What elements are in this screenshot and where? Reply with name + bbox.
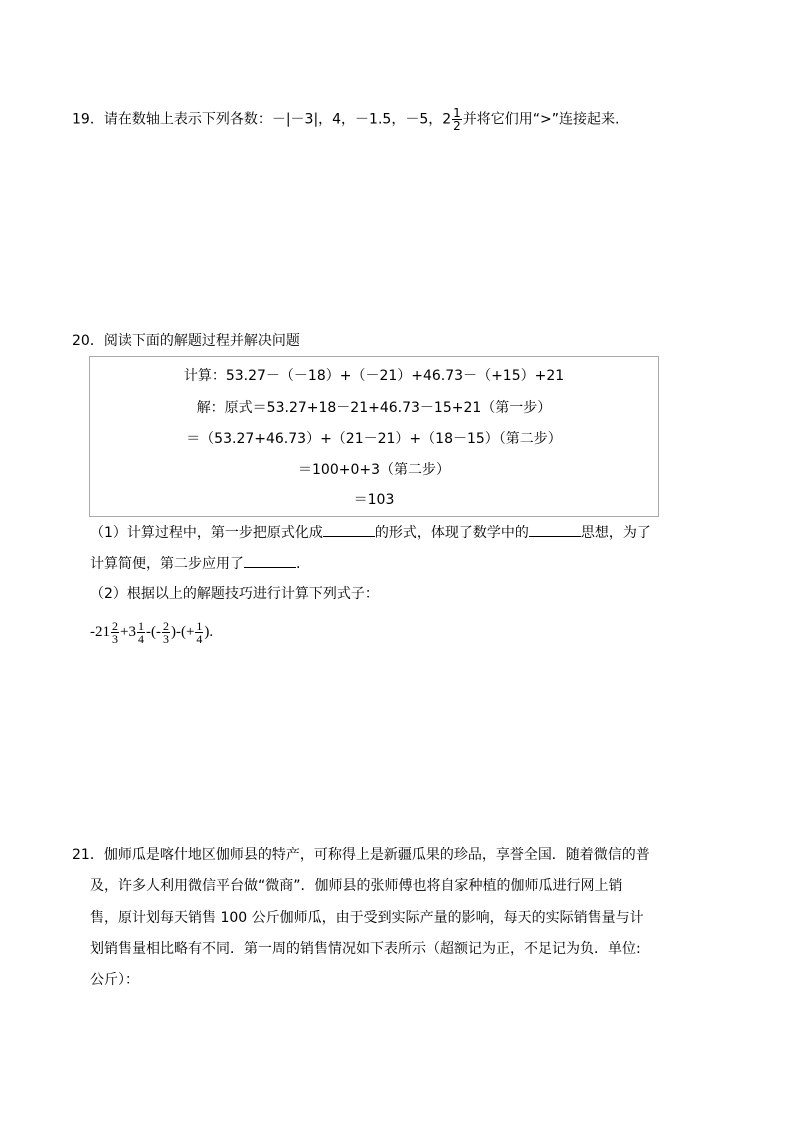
term: ). [204, 623, 214, 640]
expression [90, 620, 213, 645]
q19-text: 19．请在数轴上表示下列各数：－|－3|，4，－1.5，－5， [72, 111, 443, 128]
solution-line: ＝（53.27+46.73）+（21－21）+（18－15）（第二步） [186, 431, 562, 447]
fraction [195, 620, 203, 645]
fraction [111, 620, 119, 645]
fraction [137, 620, 145, 645]
numerator: 1 [453, 106, 461, 120]
answer-blank[interactable] [323, 522, 375, 537]
question-21-line: 公斤）： [90, 972, 139, 988]
numerator: 1 [137, 619, 144, 633]
denominator: 4 [196, 632, 203, 646]
question-20-part2: （2）根据以上的解题技巧进行计算下列式子： [90, 586, 379, 602]
fraction [452, 107, 462, 132]
term: +3 [120, 623, 136, 640]
mixed-whole: 2 [442, 111, 452, 128]
question-19 [72, 107, 619, 132]
question-20-title: 20．阅读下面的解题过程并解决问题 [72, 333, 300, 349]
numerator: 2 [162, 619, 169, 633]
solution-line: ＝103 [353, 492, 395, 508]
denominator: 3 [162, 632, 169, 646]
term: )-(+ [170, 623, 195, 640]
question-21-line: 21．伽师瓜是喀什地区伽师县的特产，可称得上是新疆瓜果的珍品，享誉全国．随着微信的普 [72, 847, 650, 863]
question-20-part1 [90, 522, 651, 543]
denominator: 3 [112, 632, 118, 646]
text: . [296, 556, 301, 572]
solution-box [89, 356, 659, 517]
question-20-part1-cont [90, 553, 300, 574]
solution-line: ＝100+0+3（第二步） [298, 462, 450, 478]
term: -(- [145, 623, 161, 640]
answer-blank[interactable] [529, 522, 581, 537]
numerator: 1 [196, 619, 203, 633]
answer-blank[interactable] [244, 553, 296, 568]
text: 计算简便，第二步应用了 [90, 556, 244, 572]
term: -21 [90, 623, 110, 640]
q19-suffix: 并将它们用“>”连接起来. [462, 111, 620, 128]
numerator: 2 [112, 619, 118, 633]
denominator: 2 [453, 119, 461, 133]
solution-line: 计算：53.27－（－18）+（－21）+46.73－（+15）+21 [183, 368, 565, 384]
text: （1）计算过程中，第一步把原式化成 [90, 525, 323, 541]
text: 思想，为了 [580, 525, 651, 541]
text: 的形式，体现了数学中的 [374, 525, 529, 541]
question-21-line: 划销售量相比略有不同．第一周的销售情况如下表所示（超额记为正，不足记为负．单位: [90, 941, 641, 957]
question-21-line: 及，许多人利用微信平台做“微商”．伽师县的张师傅也将自家种植的伽师瓜进行网上销 [90, 878, 623, 894]
question-21-line: 售，原计划每天销售 100 公斤伽师瓜，由于受到实际产量的影响，每天的实际销售量与计 [90, 910, 644, 926]
solution-line: 解：原式＝53.27+18－21+46.73－15+21（第一步） [196, 400, 552, 416]
denominator: 4 [137, 632, 144, 646]
fraction [162, 620, 170, 645]
